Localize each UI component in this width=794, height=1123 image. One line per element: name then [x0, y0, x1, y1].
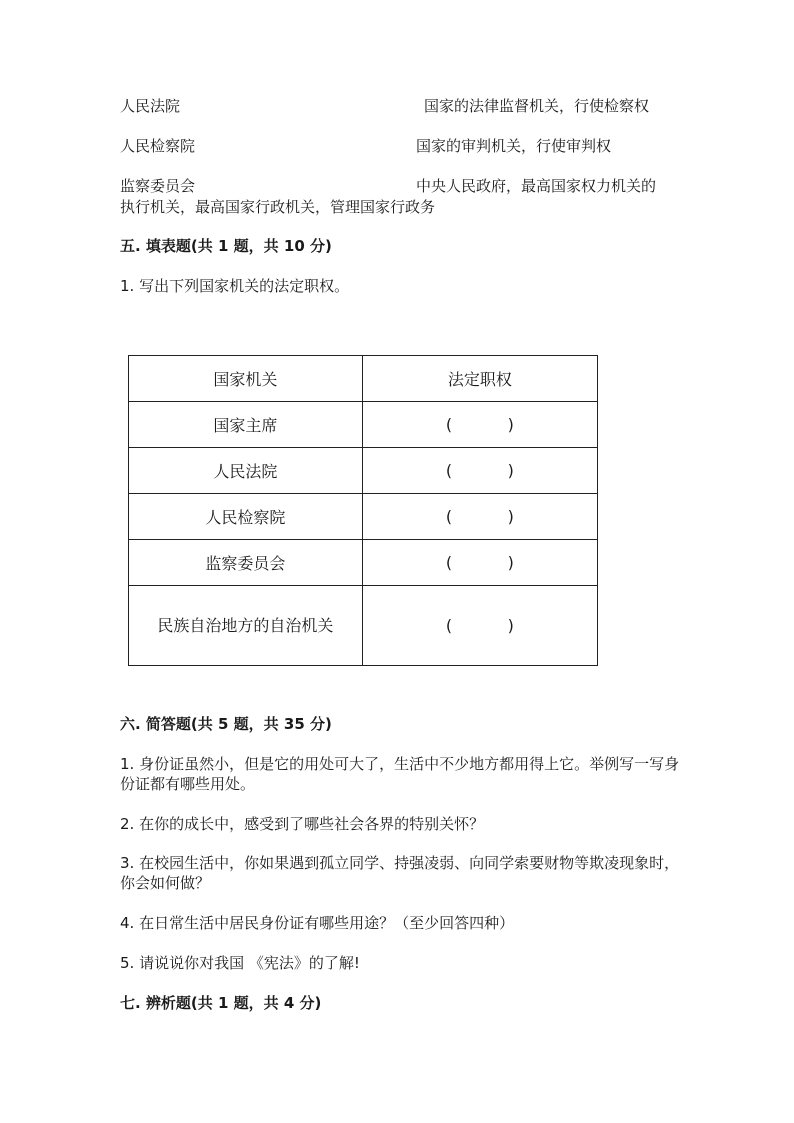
answer-blank[interactable]	[362, 540, 597, 586]
table-row	[129, 494, 598, 540]
section6-title: 六. 简答题(共 5 题，共 35 分)	[120, 715, 332, 733]
match-right-1: 国家的法律监督机关，行使检察权	[424, 97, 650, 115]
section6-question-4: 4. 在日常生活中居民身份证有哪些用途？（至少回答四种）	[120, 914, 515, 932]
section5-question-1: 1. 写出下列国家机关的法定职权。	[120, 277, 350, 295]
table-row	[129, 540, 598, 586]
table-header-row	[129, 356, 598, 402]
paren-open: (	[445, 553, 453, 572]
paren-close: )	[507, 553, 514, 572]
section6-question-3: 3. 在校园生活中，你如果遇到孤立同学、持强凌弱、向同学索要财物等欺凌现象时，你会如何做？	[120, 854, 680, 892]
organ-cell	[129, 586, 363, 666]
paren-open: (	[445, 461, 453, 480]
paren-open: (	[445, 616, 453, 635]
section7-title: 七. 辨析题(共 1 题，共 4 分)	[120, 994, 322, 1012]
match-left-3: 监察委员会	[120, 177, 196, 195]
organ-cell: 国家主席	[129, 402, 363, 448]
match-right-3-continuation: 执行机关，最高国家行政机关，管理国家行政务	[120, 198, 436, 216]
table-row	[129, 402, 598, 448]
header-organ: 国家机关	[129, 356, 363, 402]
answer-blank[interactable]	[362, 586, 597, 666]
match-left-2: 人民检察院	[120, 137, 196, 155]
match-right-3: 中央人民政府，最高国家权力机关的	[416, 177, 657, 195]
section6-question-1: 1. 身份证虽然小，但是它的用处可大了，生活中不少地方都用得上它。举例写一写身份证都有哪些用处。	[120, 755, 680, 793]
paren-open: (	[445, 507, 453, 526]
answer-blank[interactable]	[362, 402, 597, 448]
match-right-2: 国家的审判机关，行使审判权	[416, 137, 612, 155]
organ-cell: 监察委员会	[129, 540, 363, 586]
paren-close: )	[507, 507, 514, 526]
organ-cell: 人民法院	[129, 448, 363, 494]
section6-question-2: 2. 在你的成长中，感受到了哪些社会各界的特别关怀？	[120, 815, 485, 833]
organ-cell-text: 民族自治地方的自治机关	[157, 615, 334, 635]
paren-close: )	[507, 461, 514, 480]
organ-cell: 人民检察院	[129, 494, 363, 540]
powers-table	[128, 355, 598, 666]
table-row	[129, 586, 598, 666]
paren-open: (	[445, 415, 453, 434]
paren-close: )	[507, 616, 514, 635]
paren-close: )	[507, 415, 514, 434]
match-left-1: 人民法院	[120, 97, 181, 115]
table-row	[129, 448, 598, 494]
section6-question-5: 5. 请说说你对我国 《宪法》的了解!	[120, 954, 360, 972]
answer-blank[interactable]	[362, 448, 597, 494]
section5-title: 五. 填表题(共 1 题，共 10 分)	[120, 237, 332, 255]
header-powers: 法定职权	[362, 356, 597, 402]
answer-blank[interactable]	[362, 494, 597, 540]
